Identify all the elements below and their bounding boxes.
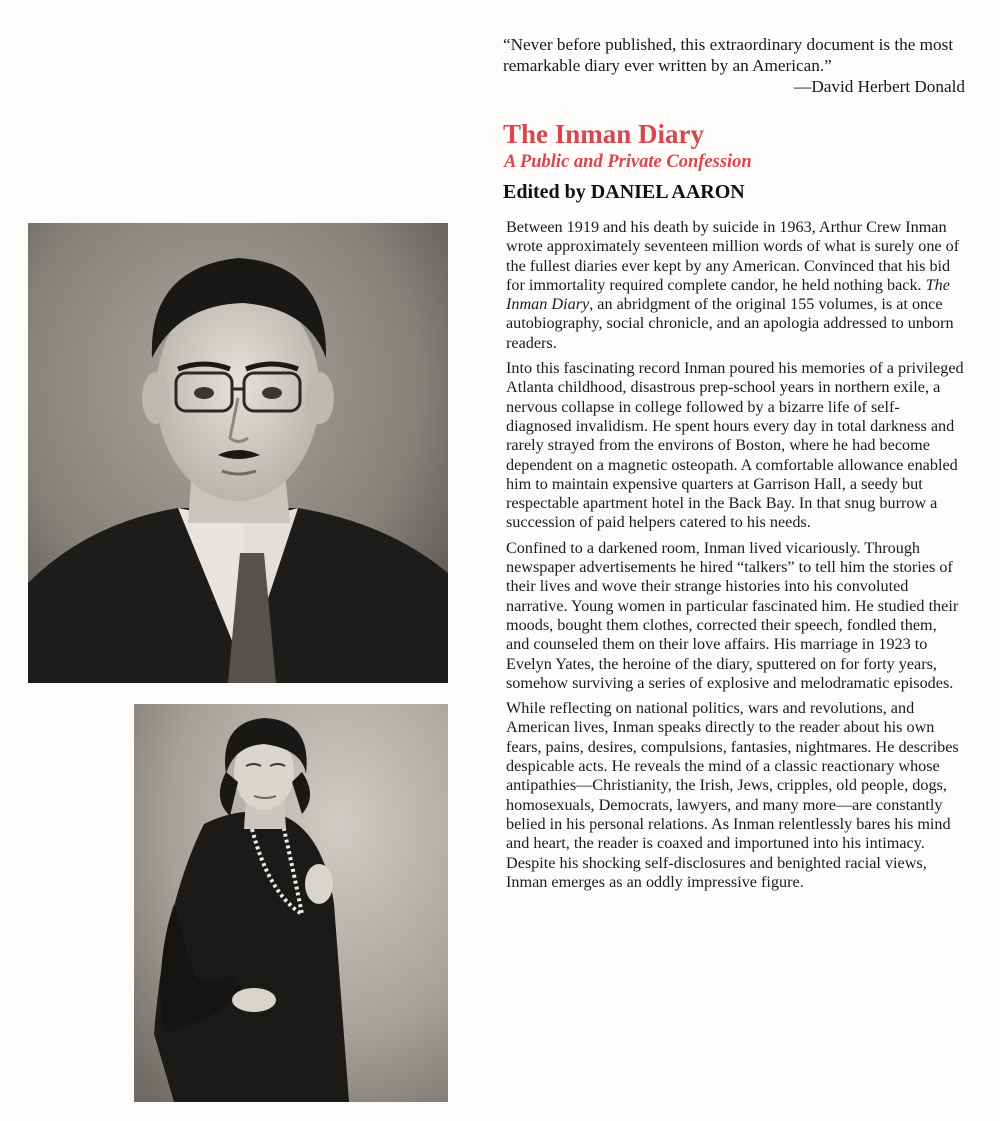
description-paragraph-1 [506, 218, 964, 353]
description-paragraph-1-part-1: Between 1919 and his death by suicide in 1963, Arthur Crew Inman wrote approximately seventeen million words of what is surely one of the fullest diaries ever kept by any American. Convinced that his bid for immortality required complete candor, he held nothing back. [506, 218, 960, 294]
book-editor: Edited by DANIEL AARON [503, 181, 745, 203]
description-paragraph-2: Into this fascinating record Inman poured his memories of a privileged Atlanta childhood, disastrous prep-school years in northern exile, a nervous collapse in college followed by a bizarre life of self-diagnosed invalidism. He spent hours every day in total darkness and rarely strayed from the environs of Boston, where he had become dependent on a magnetic osteopath. A comfortable allowance enabled him to maintain expensive quarters at Garrison Hall, a seedy but respectable apartment hotel in the Back Bay. In that snug burrow a succession of paid helpers catered to his needs. [506, 359, 964, 532]
book-subtitle: A Public and Private Confession [504, 152, 752, 172]
endorsement-quote: “Never before published, this extraordinary document is the most remarkable diary ever written by an American.” [503, 35, 954, 75]
description-paragraph-1-part-2: , an abridgment of the original 155 volumes, is at once autobiography, social chronicle, and an apologia addressed to unborn readers. [506, 295, 954, 352]
book-title: The Inman Diary [503, 119, 705, 149]
portrait-photo-woman [134, 704, 448, 1102]
endorsement-quote-block [503, 34, 965, 97]
portrait-photo-man [28, 223, 448, 683]
endorsement-attribution: —David Herbert Donald [794, 77, 965, 96]
description-paragraph-3: Confined to a darkened room, Inman lived vicariously. Through newspaper advertisements he hired “talkers” to tell him the stories of their lives and wove their strange histories into his convoluted narrative. Young women in particular fascinated him. He studied their moods, bought them clothes, corrected their speech, fondled them, and counseled them on their love affairs. His marriage in 1923 to Evelyn Yates, the heroine of the diary, sputtered on for forty years, somehow surviving a series of explosive and melodramatic episodes. [506, 538, 959, 692]
book-description [506, 218, 964, 898]
description-paragraph-4: While reflecting on national politics, wars and revolutions, and American lives, Inman speaks directly to the reader about his own fears, pains, desires, compulsions, fantasies, nightmares. He describes despicable acts. He reveals the mind of a classic reactionary whose antipathies—Christianity, the Irish, Jews, cripples, old people, dogs, homosexuals, Democrats, lawyers, and many more—are constantly belied in his personal relations. As Inman relentlessly bares his mind and heart, the reader is coaxed and importuned into his intimacy. Despite his shocking self-disclosures and benighted racial views, Inman emerges as an oddly impressive figure. [506, 699, 959, 891]
description-paragraph-1-italic-title: The Inman Diary [506, 275, 950, 314]
